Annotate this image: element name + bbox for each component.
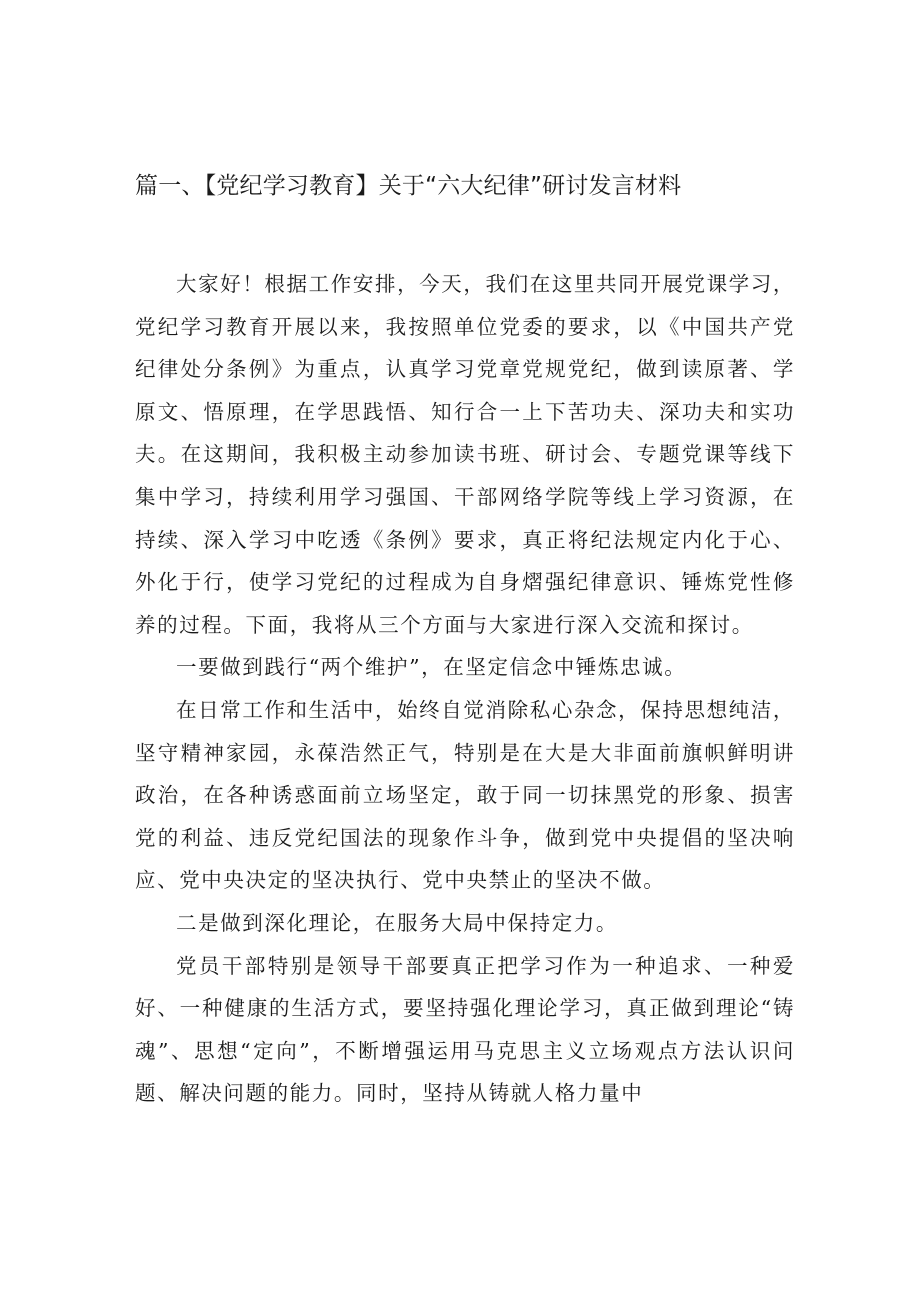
paragraph-section-two: 党员干部特别是领导干部要真正把学习作为一种追求、一种爱好、一种健康的生活方式，要坚持强化理论学习，真正做到理论“铸魂”、思想“定向”，不断增强运用马克思主义立场观点方法认识问题、解决问题的能力。同时，坚持从铸就人格力量中 (135, 953, 795, 1106)
document-body (135, 263, 795, 1115)
paragraph-heading-two: 二是做到深化理论，在服务大局中保持定力。 (176, 910, 618, 935)
paragraph-heading-one: 一要做到践行“两个维护”，在坚定信念中锤炼忠诚。 (176, 655, 687, 680)
paragraph-intro: 大家好！根据工作安排，今天，我们在这里共同开展党课学习，党纪学习教育开展以来，我按照单位党委的要求，以《中国共产党纪律处分条例》为重点，认真学习党章党规党纪，做到读原著、学原文、悟原理，在学思践悟、知行合一上下苦功夫、深功夫和实功夫。在这期间，我积极主动参加读书班、研讨会、专题党课等线下集中学习，持续利用学习强国、干部网络学院等线上学习资源，在持续、深入学习中吃透《条例》要求，真正将纪法规定内化于心、外化于行，使学习党纪的过程成为自身熠强纪律意识、锤炼党性修养的过程。下面，我将从三个方面与大家进行深入交流和探讨。 (135, 272, 795, 637)
paragraph-section-one: 在日常工作和生活中，始终自觉消除私心杂念，保持思想纯洁，坚守精神家园，永葆浩然正气，特别是在大是大非面前旗帜鲜明讲政治，在各种诱惑面前立场坚定，敢于同一切抹黑党的形象、损害党的利益、违反党纪国法的现象作斗争，做到党中央提倡的坚决响应、党中央决定的坚决执行、党中央禁止的坚决不做。 (135, 697, 795, 893)
document-title: 篇一、【党纪学习教育】关于“六大纪律”研讨发言材料 (135, 173, 682, 199)
